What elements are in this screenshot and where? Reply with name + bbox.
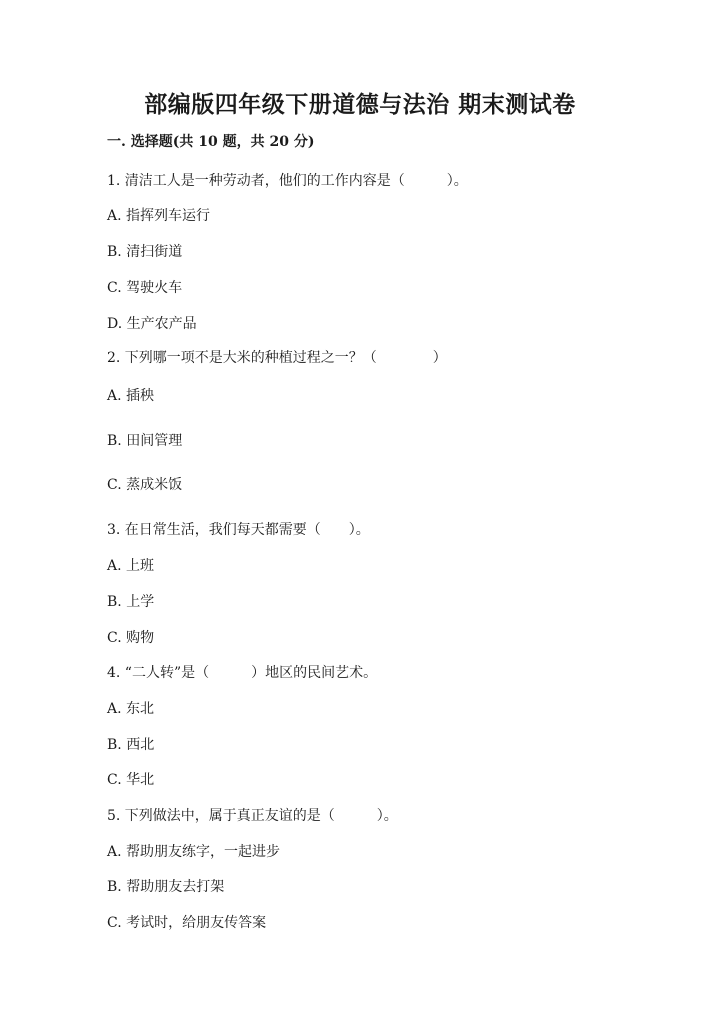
question-5-option-b: B. 帮助朋友去打架 — [107, 879, 225, 895]
section-heading: 一. 选择题(共 10 题，共 20 分) — [107, 134, 315, 150]
question-5-stem: 5. 下列做法中，属于真正友谊的是（ ）。 — [107, 808, 398, 824]
exam-title: 部编版四年级下册道德与法治 期末测试卷 — [144, 91, 576, 118]
question-5-option-a: A. 帮助朋友练字，一起进步 — [107, 844, 281, 860]
question-1-option-a: A. 指挥列车运行 — [107, 208, 211, 224]
question-4-option-b: B. 西北 — [107, 737, 155, 753]
question-3-option-b: B. 上学 — [107, 594, 155, 610]
question-3-option-c: C. 购物 — [107, 630, 155, 646]
question-4-stem: 4. “二人转”是（ ）地区的民间艺术。 — [107, 665, 378, 681]
question-4-option-c: C. 华北 — [107, 772, 155, 788]
question-2-option-b: B. 田间管理 — [107, 433, 183, 449]
question-2-stem: 2. 下列哪一项不是大米的种植过程之一？（ ） — [107, 350, 447, 366]
question-1-option-c: C. 驾驶火车 — [107, 280, 183, 296]
question-1-stem: 1. 清洁工人是一种劳动者，他们的工作内容是（ ）。 — [107, 173, 468, 189]
question-1-option-b: B. 清扫街道 — [107, 244, 183, 260]
question-1-option-d: D. 生产农产品 — [107, 316, 197, 332]
question-2-option-c: C. 蒸成米饭 — [107, 477, 183, 493]
question-3-stem: 3. 在日常生活，我们每天都需要（ ）。 — [107, 522, 370, 538]
question-2-option-a: A. 插秧 — [107, 388, 155, 404]
question-5-option-c: C. 考试时，给朋友传答案 — [107, 915, 267, 931]
question-4-option-a: A. 东北 — [107, 701, 155, 717]
question-3-option-a: A. 上班 — [107, 558, 155, 574]
